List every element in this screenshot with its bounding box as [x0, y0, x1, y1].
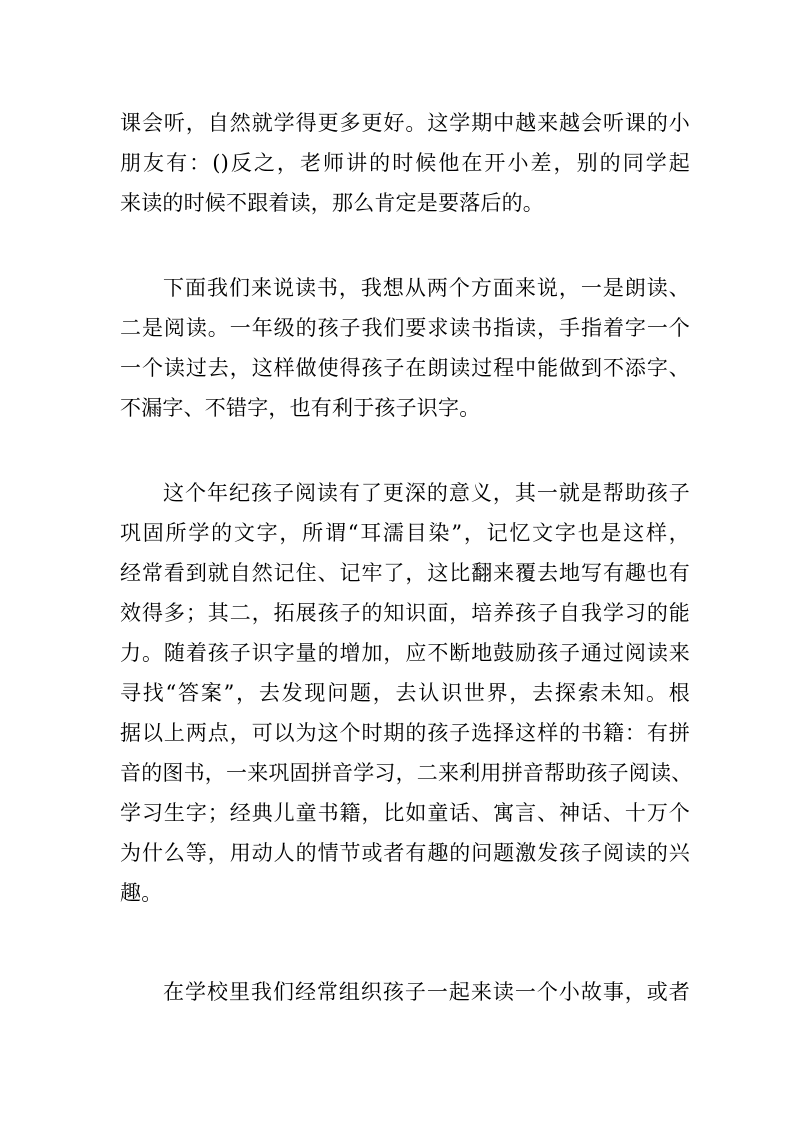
text-line: 不漏字、不错字，也有利于孩子识字。 — [120, 396, 481, 420]
text-line: 下面我们来说读书，我想从两个方面来说，一是朗读、 — [163, 276, 690, 300]
text-line: 朋友有：()反之，老师讲的时候他在开小差，别的同学起 — [120, 151, 690, 175]
text-line: 音的图书，一来巩固拼音学习，二来利用拼音帮助孩子阅读、 — [120, 761, 693, 785]
text-line: 寻找“答案”，去发现问题，去认识世界，去探索未知。根 — [120, 681, 690, 705]
text-line: 为什么等，用动人的情节或者有趣的问题激发孩子阅读的兴 — [120, 841, 690, 865]
text-line: 在学校里我们经常组织孩子一起来读一个小故事，或者 — [163, 980, 690, 1004]
text-line: 据以上两点，可以为这个时期的孩子选择这样的书籍：有拼 — [120, 721, 690, 745]
text-line: 这个年纪孩子阅读有了更深的意义，其一就是帮助孩子 — [163, 481, 690, 505]
text-line: 巩固所学的文字，所谓“耳濡目染”，记忆文字也是这样， — [120, 521, 690, 545]
text-line: 力。随着孩子识字量的增加，应不断地鼓励孩子通过阅读来 — [120, 641, 690, 665]
text-line: 经常看到就自然记住、记牢了，这比翻来覆去地写有趣也有 — [120, 561, 690, 585]
text-line: 学习生字；经典儿童书籍，比如童话、寓言、神话、十万个 — [120, 801, 690, 825]
text-line: 一个读过去，这样做使得孩子在朗读过程中能做到不添字、 — [120, 356, 690, 380]
text-line: 效得多；其二，拓展孩子的知识面，培养孩子自我学习的能 — [120, 601, 690, 625]
text-line: 二是阅读。一年级的孩子我们要求读书指读，手指着字一个 — [120, 316, 690, 340]
text-line: 来读的时候不跟着读，那么肯定是要落后的。 — [120, 191, 544, 215]
text-line: 趣。 — [120, 881, 163, 905]
text-line: 课会听，自然就学得更多更好。这学期中越来越会听课的小 — [120, 111, 690, 135]
